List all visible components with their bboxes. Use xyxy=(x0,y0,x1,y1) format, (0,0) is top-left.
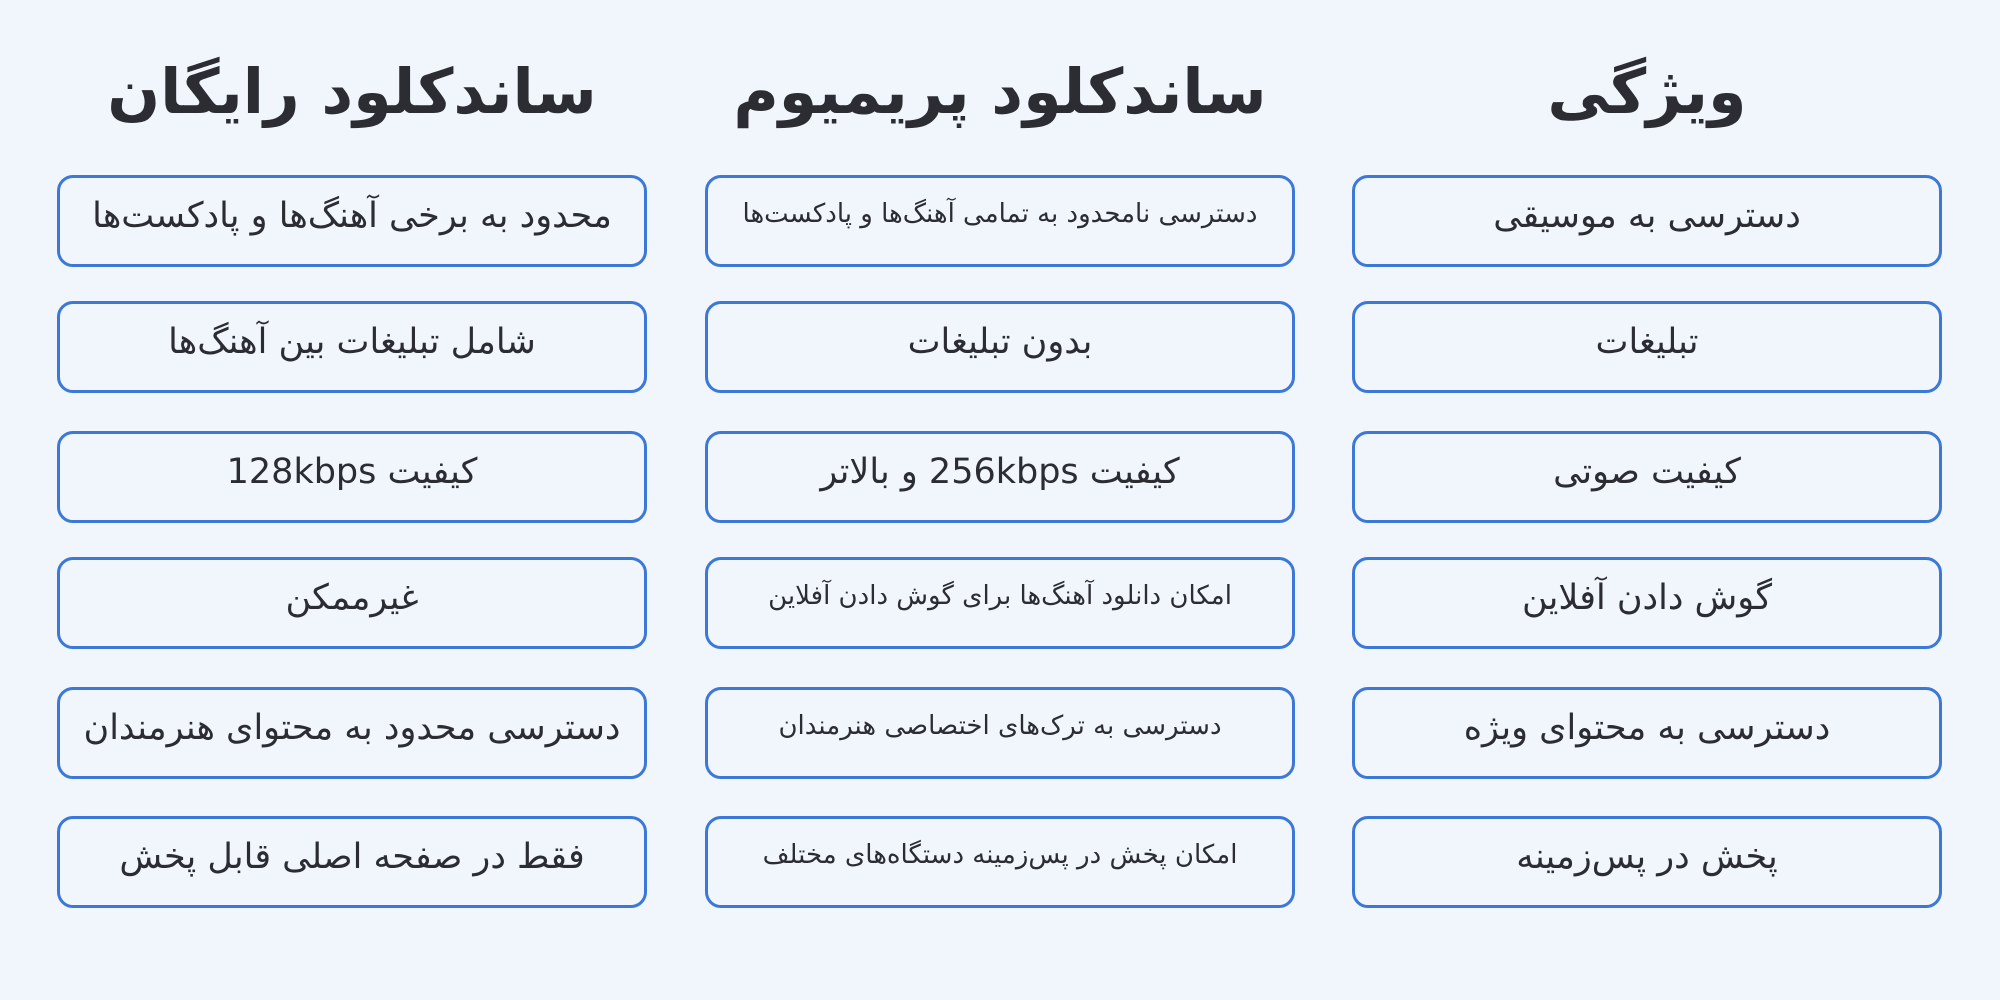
free-column-title: ساندکلود رایگان xyxy=(107,54,597,128)
premium-cell-audio-quality: کیفیت 256kbps و بالاتر xyxy=(705,431,1295,523)
features-column-title: ویژگی xyxy=(1547,54,1747,128)
premium-cell-music-access: دسترسی نامحدود به تمامی آهنگ‌ها و پادکست‌ها xyxy=(705,175,1295,267)
free-cell-music-access: محدود به برخی آهنگ‌ها و پادکست‌ها xyxy=(57,175,647,267)
features-cell-offline-listening: گوش دادن آفلاین xyxy=(1352,557,1942,649)
premium-cell-ads: بدون تبلیغات xyxy=(705,301,1295,393)
premium-column-title: ساندکلود پریمیوم xyxy=(733,54,1267,128)
free-cell-audio-quality: کیفیت 128kbps xyxy=(57,431,647,523)
premium-cell-background-play: امکان پخش در پس‌زمینه دستگاه‌های مختلف xyxy=(705,816,1295,908)
free-column xyxy=(57,0,647,877)
features-cell-exclusive-content: دسترسی به محتوای ویژه xyxy=(1352,687,1942,779)
features-cell-background-play: پخش در پس‌زمینه xyxy=(1352,816,1942,908)
features-cell-audio-quality: کیفیت صوتی xyxy=(1352,431,1942,523)
free-cell-offline-listening: غیرممکن xyxy=(57,557,647,649)
premium-cell-exclusive-content: دسترسی به ترک‌های اختصاصی هنرمندان xyxy=(705,687,1295,779)
features-cell-ads: تبلیغات xyxy=(1352,301,1942,393)
premium-cell-offline-listening: امکان دانلود آهنگ‌ها برای گوش دادن آفلاین xyxy=(705,557,1295,649)
features-cell-music-access: دسترسی به موسیقی xyxy=(1352,175,1942,267)
free-cell-exclusive-content: دسترسی محدود به محتوای هنرمندان xyxy=(57,687,647,779)
features-column xyxy=(1352,0,1942,877)
free-cell-ads: شامل تبلیغات بین آهنگ‌ها xyxy=(57,301,647,393)
free-cell-background-play: فقط در صفحه اصلی قابل پخش xyxy=(57,816,647,908)
premium-column xyxy=(705,0,1295,871)
